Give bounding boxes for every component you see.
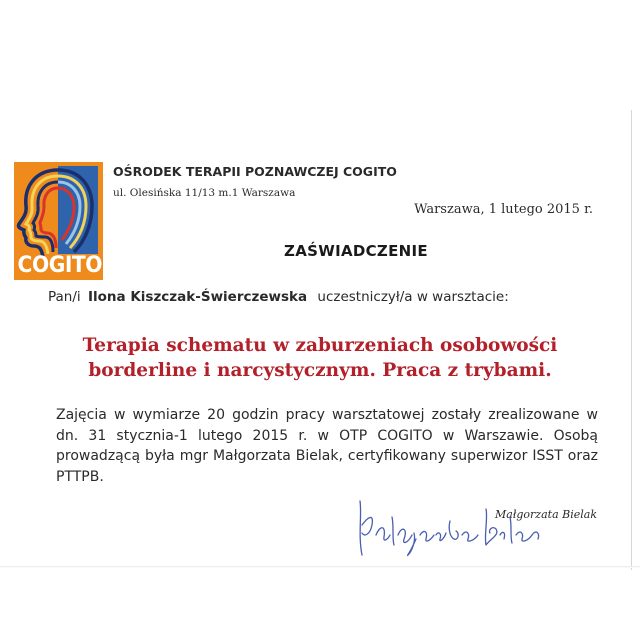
course-title-line2: borderline i narcystycznym. Praca z trybami. [88,360,552,381]
signer-name: Małgorzata Bielak [495,508,597,521]
participant-line [48,289,509,305]
course-title-line1: Terapia schematu w zaburzeniach osobowości [82,335,558,356]
organization-address: ul. Olesińska 11/13 m.1 Warszawa [113,187,296,199]
certificate-body: Zajęcia w wymiarze 20 godzin pracy warsztatowej zostały zrealizowane w dn. 31 stycznia-1 lutego 2015 r. w OTP COGITO w Warszawie. Osobą prowadzącą była mgr Małgorzata Bielak, certyfikowany superwizor ISST oraz PTTPB. [56,407,598,485]
organization-name: OŚRODEK TERAPII POZNAWCZEJ COGITO [113,164,397,179]
participant-suffix: uczestniczył/a w warsztacie: [317,289,509,305]
document-title: ZAŚWIADCZENIE [284,242,428,260]
issue-date: Warszawa, 1 lutego 2015 r. [414,202,593,217]
scan-bottom-edge [0,566,640,568]
participant-name: Ilona Kiszczak-Świerczewska [87,289,308,305]
cogito-logo [14,162,103,280]
logo-wordmark: COGITO [17,253,103,278]
handwritten-signature [350,495,550,565]
participant-prefix: Pan/i [48,289,81,305]
course-title [20,333,620,383]
scan-edge-line [631,110,632,570]
